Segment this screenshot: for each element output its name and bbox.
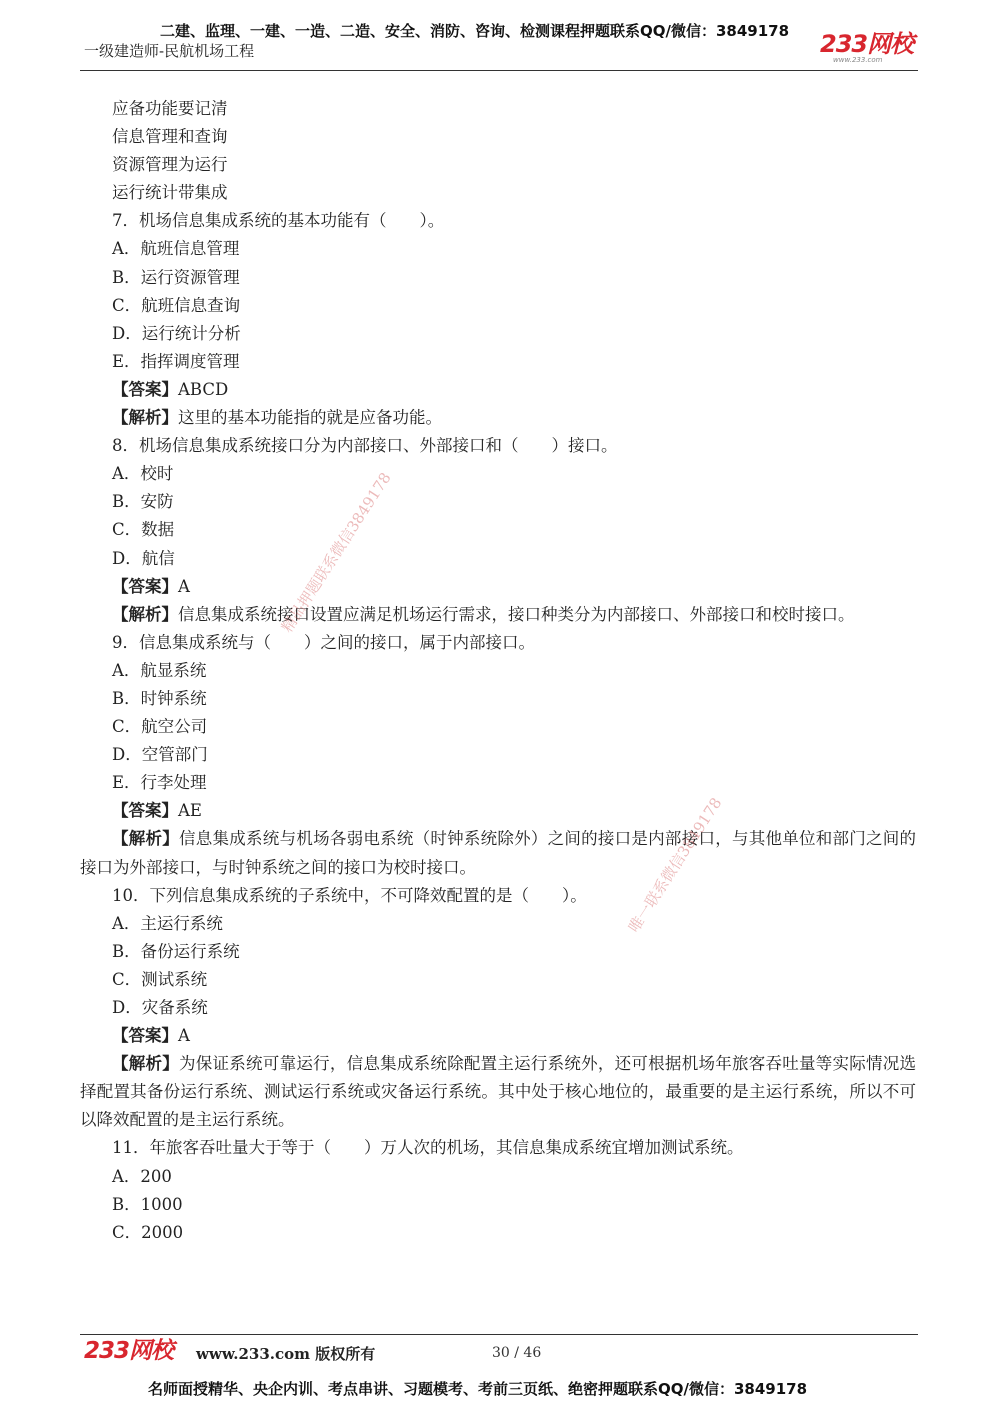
answer-option: D．空管部门 [112, 745, 208, 765]
analysis-text: 这里的基本功能指的就是应备功能。 [178, 408, 442, 428]
brand-logo-url: www.233.com [833, 56, 883, 64]
answer-option: D．航信 [112, 548, 175, 568]
brand-logo: 233网校 [820, 30, 914, 58]
answer-option: E．行李处理 [112, 773, 207, 793]
question-stem: 7．机场信息集成系统的基本功能有（ ）。 [112, 211, 445, 231]
answer-option: B．安防 [112, 492, 174, 512]
answer-tag: 【答案】 [112, 1026, 178, 1046]
analysis-paragraph [80, 825, 916, 881]
answer-tag: 【答案】 [112, 379, 178, 399]
answer-value: ABCD [178, 379, 229, 399]
watermark-text: 唯一联系微信3849178 [624, 794, 726, 936]
analysis-paragraph [80, 1050, 916, 1134]
answer-value: A [178, 1026, 190, 1046]
answer-option: A．航班信息管理 [112, 239, 240, 259]
header-divider [80, 70, 918, 71]
question-stem: 9．信息集成系统与（ ）之间的接口，属于内部接口。 [112, 632, 535, 652]
question-stem: 10．下列信息集成系统的子系统中，不可降效配置的是（ ）。 [112, 885, 587, 905]
analysis-tag: 【解析】 [112, 829, 180, 849]
analysis-text: 信息集成系统接口设置应满足机场运行需求，接口种类分为内部接口、外部接口和校时接口。 [178, 604, 855, 624]
footer-copyright: www.233.com 版权所有 [196, 1345, 376, 1363]
answer-option: C．航空公司 [112, 717, 208, 737]
analysis-text: 为保证系统可靠运行，信息集成系统除配置主运行系统外，还可根据机场年旅客吞吐量等实际情况选择配置其备份运行系统、测试运行系统或灾备运行系统。其中处于核心地位的，最重要的是主运行系统，所以不可以降效配置的是主运行系统。 [80, 1054, 917, 1130]
answer-option: C．数据 [112, 520, 175, 540]
document-subject: 一级建造师-民航机场工程 [84, 42, 255, 60]
answer-option: C．测试系统 [112, 969, 208, 989]
answer-option: D．灾备系统 [112, 998, 208, 1017]
analysis-paragraph [80, 601, 916, 629]
answer-tag: 【答案】 [112, 801, 178, 821]
bottom-contact-banner: 名师面授精华、央企内训、考点串讲、习题模考、考前三页纸、绝密押题联系QQ/微信：3849178 [148, 1380, 808, 1398]
page-number: 30 / 46 [492, 1345, 542, 1361]
answer-value: A [178, 576, 190, 596]
answer-option: C．2000 [112, 1222, 184, 1242]
page-content [80, 95, 916, 1247]
analysis-paragraph [80, 404, 916, 432]
analysis-text: 信息集成系统与机场各弱电系统（时钟系统除外）之间的接口是内部接口，与其他单位和部门之间的接口为外部接口，与时钟系统之间的接口为校时接口。 [80, 829, 917, 877]
answer-tag: 【答案】 [112, 576, 178, 596]
mnemonic-line: 应备功能要记清 [112, 99, 228, 118]
answer-option: B．1000 [112, 1194, 183, 1214]
answer-option: A．航显系统 [112, 660, 207, 680]
answer-option: B．时钟系统 [112, 688, 207, 708]
mnemonic-line: 资源管理为运行 [112, 155, 228, 175]
analysis-tag: 【解析】 [112, 408, 178, 428]
analysis-tag: 【解析】 [112, 604, 178, 624]
answer-line [80, 376, 916, 404]
answer-value: AE [178, 801, 202, 821]
mnemonic-line: 运行统计带集成 [112, 183, 228, 203]
answer-line [80, 573, 916, 601]
top-contact-banner: 二建、监理、一建、一造、二造、安全、消防、咨询、检测课程押题联系QQ/微信：3849178 [160, 22, 790, 40]
answer-option: A．主运行系统 [112, 913, 223, 933]
answer-option: C．航班信息查询 [112, 295, 241, 315]
answer-option: B．运行资源管理 [112, 267, 240, 287]
answer-option: A．200 [112, 1166, 172, 1186]
watermark-text: 精品押题联系微信3849178 [277, 469, 395, 636]
answer-option: A．校时 [112, 464, 174, 484]
question-stem: 8．机场信息集成系统接口分为内部接口、外部接口和（ ）接口。 [112, 436, 618, 456]
answer-option: B．备份运行系统 [112, 941, 240, 961]
mnemonic-line: 信息管理和查询 [112, 127, 228, 147]
question-stem: 11．年旅客吞吐量大于等于（ ）万人次的机场，其信息集成系统宜增加测试系统。 [112, 1138, 744, 1158]
analysis-tag: 【解析】 [112, 1054, 180, 1074]
footer-brand-logo: 233网校 [84, 1338, 174, 1364]
answer-option: D．运行统计分析 [112, 323, 241, 343]
answer-option: E．指挥调度管理 [112, 351, 240, 371]
footer-divider [80, 1334, 918, 1335]
answer-line [80, 1022, 916, 1050]
answer-line [80, 797, 916, 825]
